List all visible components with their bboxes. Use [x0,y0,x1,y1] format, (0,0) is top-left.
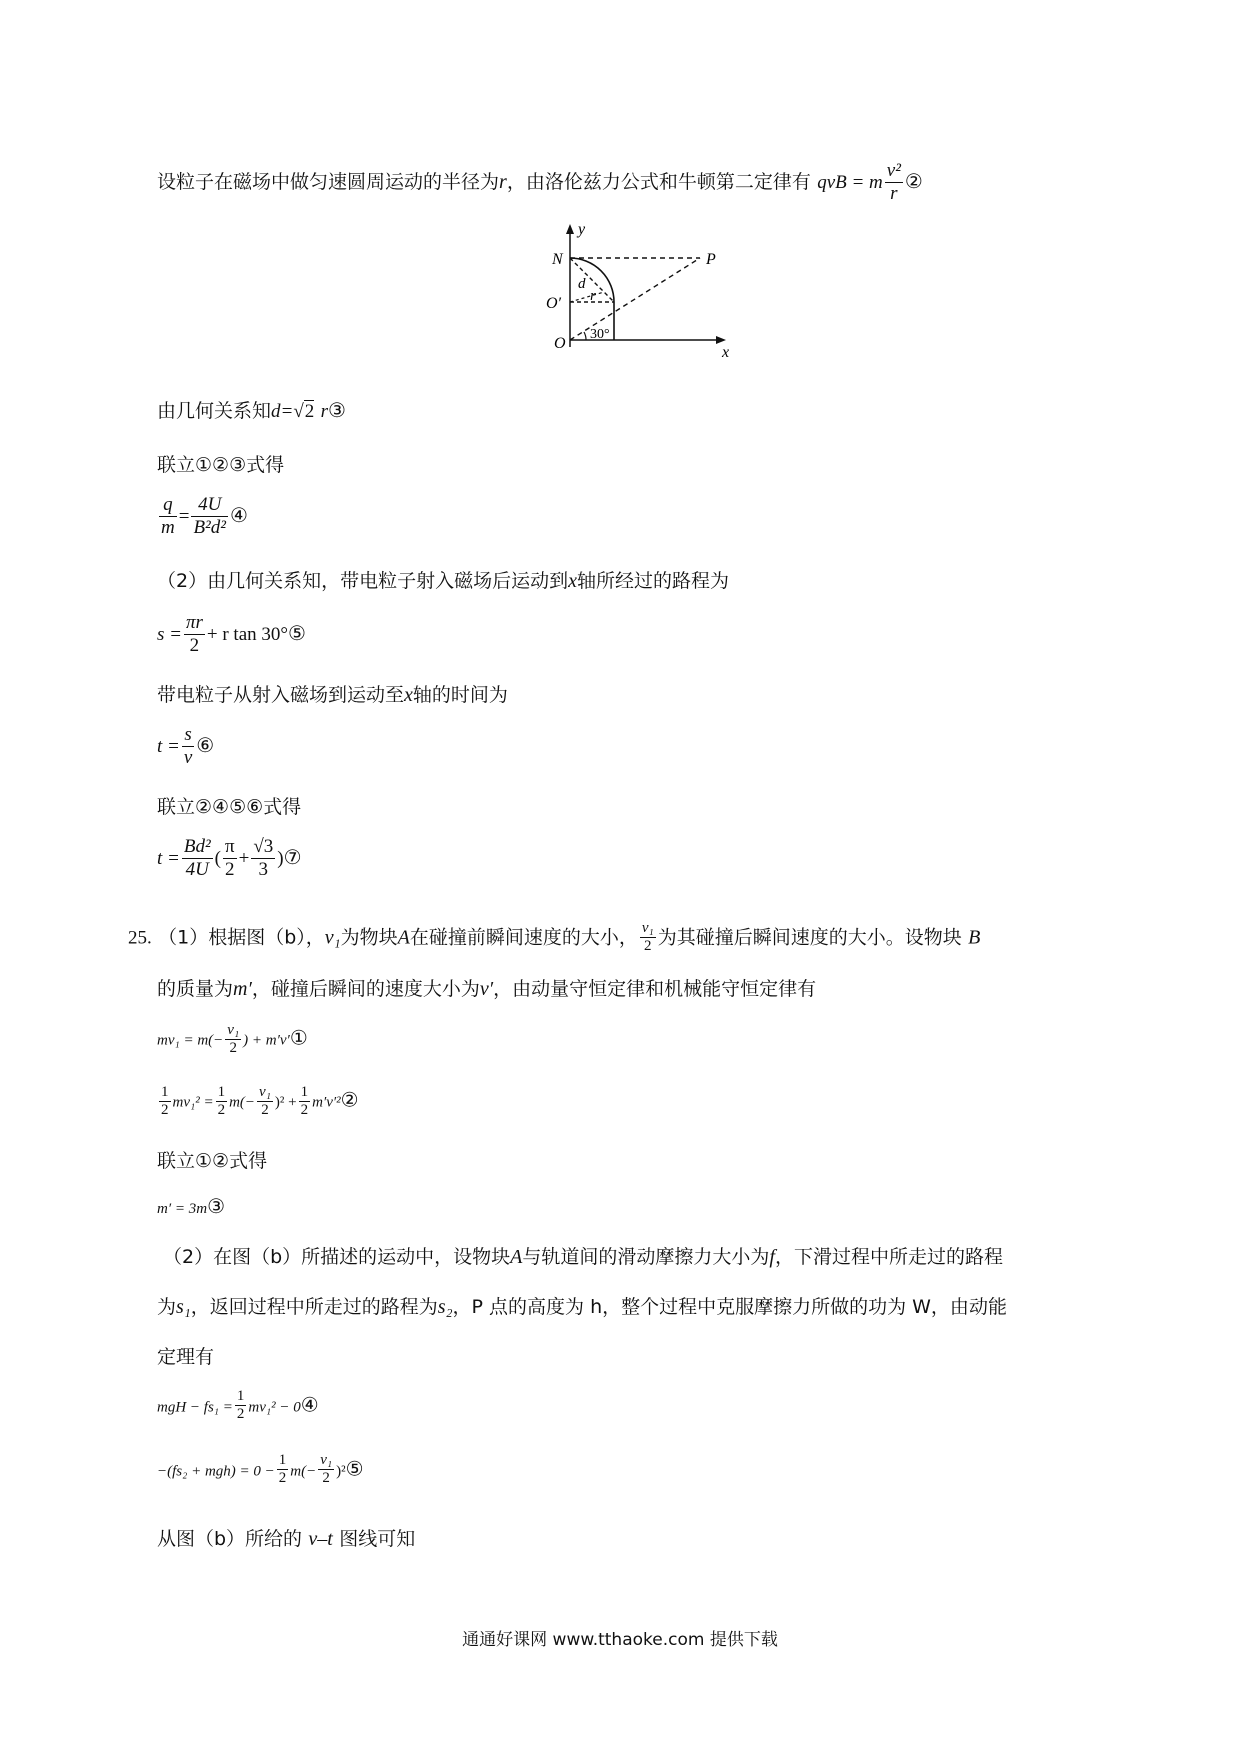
text-line-time: 带电粒子从射入磁场到运动至x轴的时间为 [157,684,508,706]
equation-5: s = $\frac{\pi r}{2}$ + r tan 30°⑤ [157,612,306,656]
equation-6: t = $\frac{s}{v}$ ⑥ [157,724,215,768]
label-N: N [552,251,563,268]
text-line-combine-3: 联立①②式得 [157,1150,268,1172]
geometry-figure [540,222,740,362]
equation-7: t = $\frac{\text{Bd²}}{4U}$ ( $\frac{\pi}{2}$ + $\frac{√3}{3}$ )⑦ [157,836,302,880]
equation-4: $\frac{q}{m}$ = $\frac{4U}{\text{B²d²}}$ ④ [161,494,248,538]
equation-work-energy-2: −(fs₂ + mgh) = 0 − $\frac{1}{2}$ m(− $\frac{\text{v₁}}{2}$ )²⑤ [157,1452,364,1487]
equation-number: ④ [300,1392,319,1417]
question-number: 25. [128,927,152,949]
equation-number: ⑤ [345,1456,364,1481]
label-angle: 30° [590,327,610,342]
label-P: P [706,251,716,268]
page-footer: 通通好课网 www.tthaoke.com 提供下载 [462,1630,778,1650]
equation-number: ③ [328,398,346,422]
label-d: d [578,276,586,292]
equation-number: ② [340,1087,359,1112]
part2-line-3: 定理有 [157,1346,215,1368]
equation-2-fraction: $\frac{\text{v²}}{r}$ [886,160,901,204]
equation-momentum: mv₁ = m(− $\frac{\text{v₁}}{2}$ ) + m′v′① [157,1022,308,1057]
equation-work-energy-1: mgH − fs₁ = $\frac{1}{2}$ mv₁² − 0④ [157,1388,319,1423]
equation-number: ⑦ [283,844,302,869]
equation-number: ④ [229,502,248,527]
label-r: r [590,288,596,304]
equation-number: ② [904,168,923,193]
equation-number: ③ [207,1194,226,1218]
label-x: x [722,344,730,361]
dashed-line-r [570,292,604,302]
part2-line-2: 为s₁，返回过程中所走过的路程为s₂，P 点的高度为 h，整个过程中克服摩擦力所做的功为 W，由动能 [157,1296,1007,1318]
text-line-part2: （2）由几何关系知，带电粒子射入磁场后运动到x轴所经过的路程为 [157,570,729,592]
text-line-geometry: 由几何关系知d=√2 r③ [157,398,346,422]
question-25-line-2: 的质量为m′，碰撞后瞬间的速度大小为v′，由动量守恒定律和机械能守恒定律有 [157,978,817,1000]
question-25-line-1: 25. （1）根据图（b），v₁为物块A在碰撞前瞬间速度的大小， $\frac{\text{v₁}}{2}$ 为其碰撞后瞬间速度的大小。设物块 B [128,920,981,955]
part2-line-1: （2）在图（b）所描述的运动中，设物块A与轨道间的滑动摩擦力大小为f，下滑过程中所走过的路程 [163,1246,1003,1268]
label-y: y [578,222,586,238]
text-line-vt-graph: 从图（b）所给的 v–t 图线可知 [157,1528,416,1550]
text-line-combine-1: 联立①②③式得 [157,454,285,476]
y-axis-arrow-icon [566,224,574,234]
angle-arc [584,332,586,340]
equation-number: ⑤ [288,620,306,645]
equation-mass: m′ = 3m③ [157,1194,226,1218]
equation-number: ① [289,1025,308,1050]
label-O: O [554,335,566,352]
equation-number: ⑥ [196,732,215,757]
equation-2-lhs: qvB = m [817,171,883,193]
equation-energy: $\frac{1}{2}$ mv₁² = $\frac{1}{2}$ m(− $\frac{\text{v₁}}{2}$ )² + $\frac{1}{2}$ m′v′²② [161,1084,359,1119]
text-line-combine-2: 联立②④⑤⑥式得 [157,796,302,818]
label-Oprime: O′ [546,295,562,312]
x-axis-arrow-icon [716,336,726,344]
text-line-radius: 设粒子在磁场中做匀速圆周运动的半径为r，由洛伦兹力公式和牛顿第二定律有 qvB = m $\frac{\text{v²}}{r}$ ② [157,160,923,204]
